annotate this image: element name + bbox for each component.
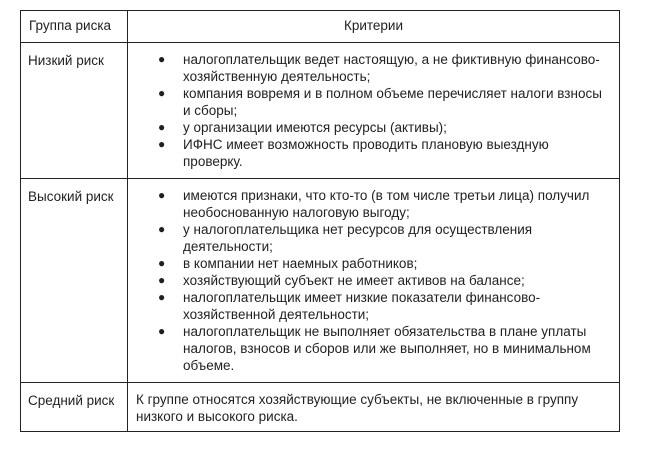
list-item: ● налогоплательщик имеет низкие показатели финансово-хозяйственной деятельности; — [158, 290, 541, 322]
bullet-icon: ● — [158, 188, 166, 202]
list-item: ● хозяйствующий субъект не имеет активов на балансе; — [158, 273, 525, 288]
bullet-icon: ● — [158, 273, 166, 287]
bullet-icon: ● — [158, 120, 166, 134]
criteria-cell — [128, 179, 620, 383]
list-item: ● ИФНС имеет возможность проводить плановую выездную проверку. — [158, 137, 549, 169]
header-risk-group: Группа риска — [21, 11, 128, 43]
bullet-icon: ● — [158, 222, 166, 236]
list-item: ● налогоплательщик ведет настоящую, а не фиктивную финансово-хозяйственную деятельность; — [158, 52, 600, 84]
criteria-text: К группе относятся хозяйствующие субъекты, не включенные в группу низкого и высокого риска. — [136, 392, 579, 424]
list-item: ● у организации имеются ресурсы (активы); — [158, 120, 447, 135]
bullet-icon: ● — [158, 137, 166, 151]
risk-group-medium: Средний риск — [21, 383, 128, 432]
criteria-list — [136, 51, 611, 170]
list-item: ● компания вовремя и в полном объеме перечисляет налоги взносы и сборы; — [158, 86, 602, 118]
criteria-list — [136, 187, 611, 374]
list-item: ● имеются признаки, что кто-то (в том числе третьи лица) получил необоснованную налоговую выгоду; — [158, 188, 590, 220]
list-item: ● в компании нет наемных работников; — [158, 256, 418, 271]
bullet-icon: ● — [158, 52, 166, 66]
list-item: ● налогоплательщик не выполняет обязательства в плане уплаты налогов, взносов и сборов или же выполняет, но в минимальном объеме. — [158, 324, 591, 373]
list-item: ● у налогоплательщика нет ресурсов для осуществления деятельности; — [158, 222, 533, 254]
risk-group-low: Низкий риск — [21, 43, 128, 179]
table-row — [21, 383, 620, 432]
table-row — [21, 179, 620, 383]
bullet-icon: ● — [158, 290, 166, 304]
header-criteria: Критерии — [128, 11, 620, 43]
header-row — [21, 11, 620, 43]
bullet-icon: ● — [158, 256, 166, 270]
criteria-cell — [128, 383, 620, 432]
risk-criteria-table — [20, 10, 620, 432]
bullet-icon: ● — [158, 86, 166, 100]
table-row — [21, 43, 620, 179]
bullet-icon: ● — [158, 324, 166, 338]
risk-group-high: Высокий риск — [21, 179, 128, 383]
criteria-cell — [128, 43, 620, 179]
